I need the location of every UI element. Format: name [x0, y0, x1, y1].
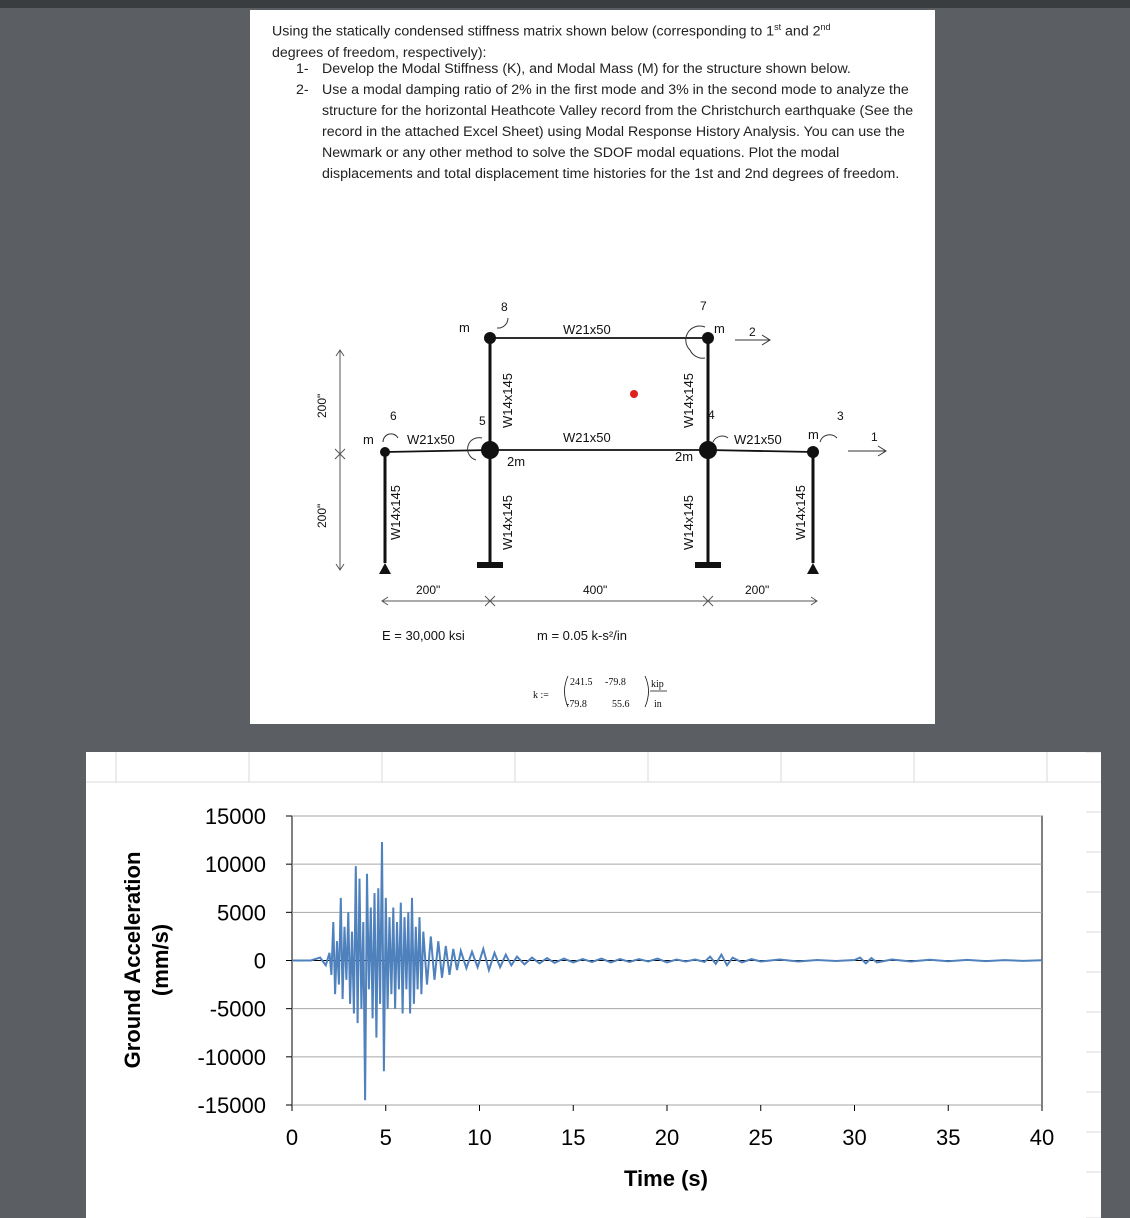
pin-support-right [807, 563, 819, 574]
rotation-arrow-6 [383, 434, 398, 442]
y-tick-label: -10000 [197, 1044, 266, 1070]
x-tick-label: 5 [379, 1125, 392, 1150]
problem-document [250, 10, 935, 724]
column-c2-bottom-label: W14x145 [681, 495, 696, 550]
column-right-label: W14x145 [793, 485, 808, 540]
rotation-arrow-7 [686, 326, 705, 358]
y-tick-label: 10000 [204, 852, 266, 878]
x-tick-label: 0 [285, 1125, 299, 1150]
upper-story-height: 200" [315, 393, 329, 418]
y-tick-label: 0 [253, 948, 266, 974]
y-axis-title-line2: (mm/s) [148, 923, 173, 997]
dof-label-5: 5 [479, 414, 486, 428]
x-tick-label: 35 [936, 1125, 961, 1150]
x-tick-label: 25 [748, 1125, 773, 1150]
rotation-arrow-3 [820, 435, 837, 442]
y-tick-label: 15000 [204, 804, 266, 829]
x-tick-label: 20 [654, 1125, 680, 1150]
column-c2-top-label: W14x145 [681, 373, 696, 428]
x-tick-label: 15 [561, 1125, 586, 1150]
node-mass-mid-right [699, 441, 717, 459]
rotation-arrow-5 [468, 438, 482, 460]
task-text: Use a modal damping ratio of 2% in the first mode and 3% in the second mode to analyze the structure for the horizontal Heathcote Valley record from the Christchurch earthquake (See the record in the attached Excel Sheet) using Modal Response History Analysis. You can use the Newmark or any other method to solve the SDOF modal equations. Plot the modal displacements and total displacement time histories for the 1st and 2nd degrees of freedom. [322, 82, 914, 182]
y-tick-label: 5000 [217, 900, 266, 926]
x-tick-label: 10 [467, 1125, 492, 1150]
k-matrix-label: k := [533, 690, 549, 701]
intro-sup-2: nd [820, 22, 831, 32]
elastic-modulus: E = 30,000 ksi [382, 628, 465, 643]
y-axis-title-line1: Ground Acceleration [120, 851, 145, 1069]
k-matrix-11: 241.5 [570, 677, 593, 688]
dof-label-7: 7 [700, 299, 707, 313]
mass-label-top-left: m [459, 320, 470, 335]
x-tick-label: 40 [1029, 1125, 1055, 1150]
dof-label-3: 3 [837, 409, 844, 423]
pin-support-left [379, 563, 391, 574]
mass-label-left: m [363, 432, 374, 447]
spreadsheet-chart-area [86, 752, 1101, 1218]
beam-top-label: W21x50 [563, 322, 611, 337]
k-unit-denominator: in [654, 699, 662, 710]
beam-right-label: W21x50 [734, 432, 782, 447]
intro-sup-1: st [774, 22, 782, 32]
k-matrix-21: -79.8 [566, 699, 587, 710]
intro-text: Using the statically condensed stiffness matrix shown below (corresponding to 1 [272, 23, 775, 40]
task-text: Develop the Modal Stiffness (K), and Modal Mass (M) for the structure shown below. [322, 61, 851, 77]
dof-label-6: 6 [390, 409, 397, 423]
beam-mid-label: W21x50 [563, 430, 611, 445]
red-marker [630, 390, 638, 398]
node-mass-top-right [702, 332, 714, 344]
beam-left-label: W21x50 [407, 432, 455, 447]
frame-diagram [250, 10, 935, 724]
task-number: 2- [296, 82, 309, 98]
mass-label-right: m [808, 427, 819, 442]
mass-label-top-right: m [714, 321, 725, 336]
y-tick-label: -5000 [209, 996, 266, 1022]
dof-label-8: 8 [501, 300, 508, 314]
k-matrix-12: -79.8 [605, 677, 626, 688]
intro-text-c: degrees of freedom, respectively): [272, 44, 487, 61]
x-tick-label: 30 [842, 1125, 867, 1150]
mass-label-mid-right: 2m [675, 449, 694, 464]
rotation-arrow-4 [713, 436, 728, 442]
intro-text-b: and 2 [781, 23, 821, 40]
beam-right [708, 450, 813, 452]
task-number: 1- [296, 61, 309, 77]
ground-acceleration-chart[interactable] [86, 752, 1101, 1218]
column-c1-top-label: W14x145 [500, 373, 515, 428]
lower-story-height: 200" [315, 503, 329, 528]
mass-value: m = 0.05 k-s²/in [537, 628, 627, 643]
dof-label-2: 2 [749, 325, 756, 339]
node-mass-top-left [484, 332, 496, 344]
column-left-label: W14x145 [388, 485, 403, 540]
node-mass-mid-left [481, 441, 499, 459]
mass-label-mid-left: 2m [507, 454, 526, 469]
beam-left [385, 450, 490, 452]
y-tick-label: -15000 [197, 1093, 266, 1118]
center-span-label: 400" [583, 583, 608, 597]
dof-label-4: 4 [708, 408, 715, 422]
right-span-label: 200" [745, 583, 770, 597]
x-axis-title: Time (s) [624, 1166, 708, 1191]
dof-label-1: 1 [871, 430, 878, 444]
k-unit-numerator: kip [651, 679, 664, 690]
rotation-arrow-8 [497, 318, 508, 328]
k-matrix-22: 55.6 [612, 699, 630, 710]
node-mass-left [380, 447, 390, 457]
column-c1-bottom-label: W14x145 [500, 495, 515, 550]
node-mass-right [807, 446, 819, 458]
top-strip [0, 0, 1130, 8]
left-span-label: 200" [416, 583, 441, 597]
